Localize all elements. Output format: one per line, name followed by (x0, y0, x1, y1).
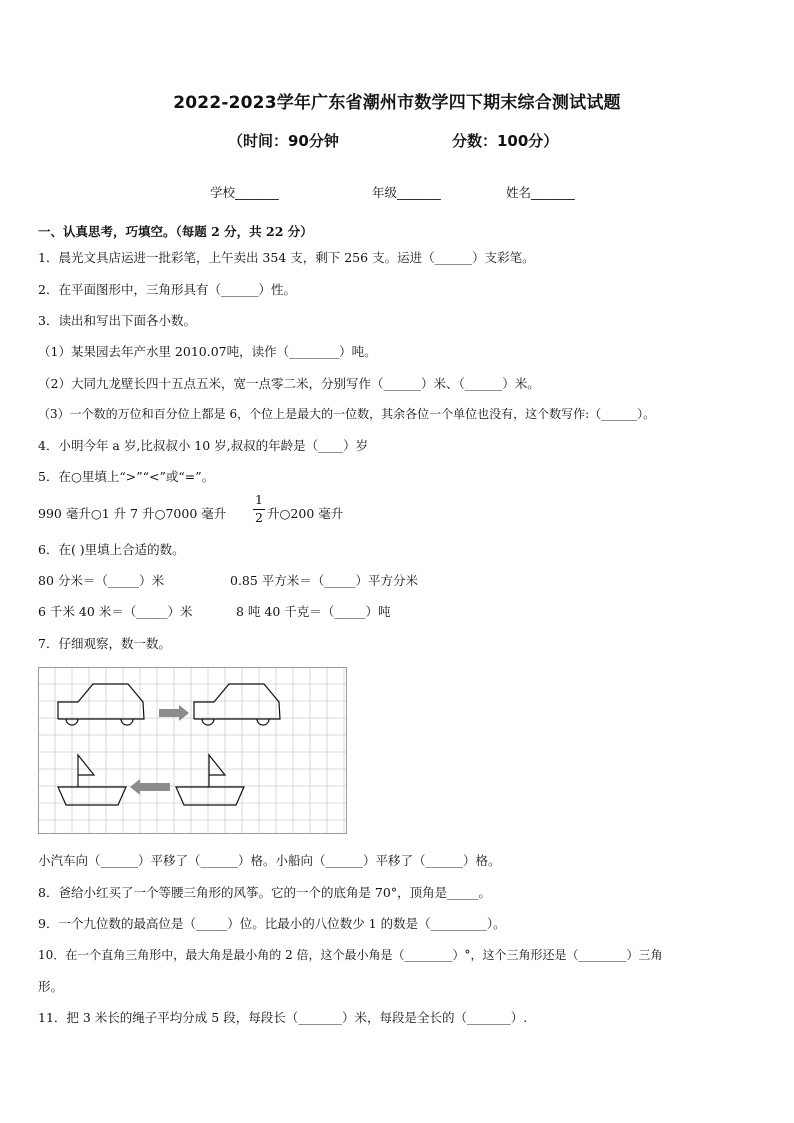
question-3: 3．读出和写出下面各小数。 (38, 313, 196, 328)
question-10: 10．在一个直角三角形中，最大角是最小角的 2 倍，这个最小角是（________）°，这个三角形还是（________）三角 (38, 948, 663, 962)
question-3-2: （2）大同九龙壁长四十五点五米，宽一点零二米，分别写作（______）米、（______）米。 (38, 376, 540, 391)
grade-field: 年级_______ (372, 185, 441, 200)
boat-shape-original (176, 755, 244, 805)
question-6-c: 6 千米 40 米＝（_____）米 (38, 604, 193, 619)
fraction-denominator: 2 (255, 509, 263, 525)
question-7: 7．仔细观察，数一数。 (38, 636, 171, 651)
question-5-items-b: 升○200 毫升 (267, 506, 344, 521)
exam-score: 分数：100分） (452, 132, 559, 150)
question-6-b: 0.85 平方米＝（_____）平方分米 (230, 573, 419, 588)
question-9: 9．一个九位数的最高位是（_____）位。比最小的八位数少 1 的数是（_________）。 (38, 916, 506, 931)
question-6-d: 8 吨 40 千克＝（_____）吨 (236, 604, 391, 619)
name-field: 姓名_______ (506, 185, 575, 200)
question-7-answer: 小汽车向（______）平移了（______）格。小船向（______）平移了（______）格。 (38, 853, 501, 868)
question-3-1: （1）某果园去年产水里 2010.07吨，读作（________）吨。 (38, 344, 377, 359)
fraction-one-half (253, 494, 265, 524)
page-title: 2022-2023学年广东省潮州市数学四下期末综合测试试题 (173, 93, 621, 113)
question-11: 11．把 3 米长的绳子平均分成 5 段，每段长（_______）米，每段是全长的（_______）. (38, 1010, 528, 1025)
car-shape-original (58, 684, 144, 725)
section-heading: 一、认真思考，巧填空。（每题 2 分，共 22 分） (38, 224, 313, 239)
fraction-numerator: 1 (255, 492, 263, 507)
exam-time: （时间：90分钟 (228, 132, 339, 150)
question-1: 1．晨光文具店运进一批彩笔，上午卖出 354 支，剩下 256 支。运进（______）支彩笔。 (38, 250, 535, 265)
question-3-3: （3）一个数的万位和百分位上都是 6，个位上是最大的一位数，其余各位一个单位也没有，这个数写作:（______）。 (38, 407, 656, 421)
school-field: 学校_______ (210, 185, 279, 200)
boat-shape-translated (58, 755, 126, 805)
car-shape-translated (194, 684, 280, 725)
question-10-continued: 形。 (38, 979, 64, 994)
question-2: 2．在平面图形中，三角形具有（______）性。 (38, 282, 296, 297)
question-5-items-a: 990 毫升○1 升 7 升○7000 毫升 (38, 506, 227, 521)
grid-border (39, 668, 347, 834)
question-5: 5．在○里填上“>”“<”或“=”。 (38, 469, 215, 484)
question-8: 8．爸给小红买了一个等腰三角形的风筝。它的一个的底角是 70°，顶角是_____。 (38, 885, 491, 900)
left-arrow-icon (130, 779, 170, 795)
translation-grid-figure (38, 667, 348, 835)
question-6: 6．在( )里填上合适的数。 (38, 542, 185, 557)
question-6-a: 80 分米＝（_____）米 (38, 573, 165, 588)
question-4: 4．小明今年 a 岁,比叔叔小 10 岁,叔叔的年龄是（____）岁 (38, 438, 369, 453)
